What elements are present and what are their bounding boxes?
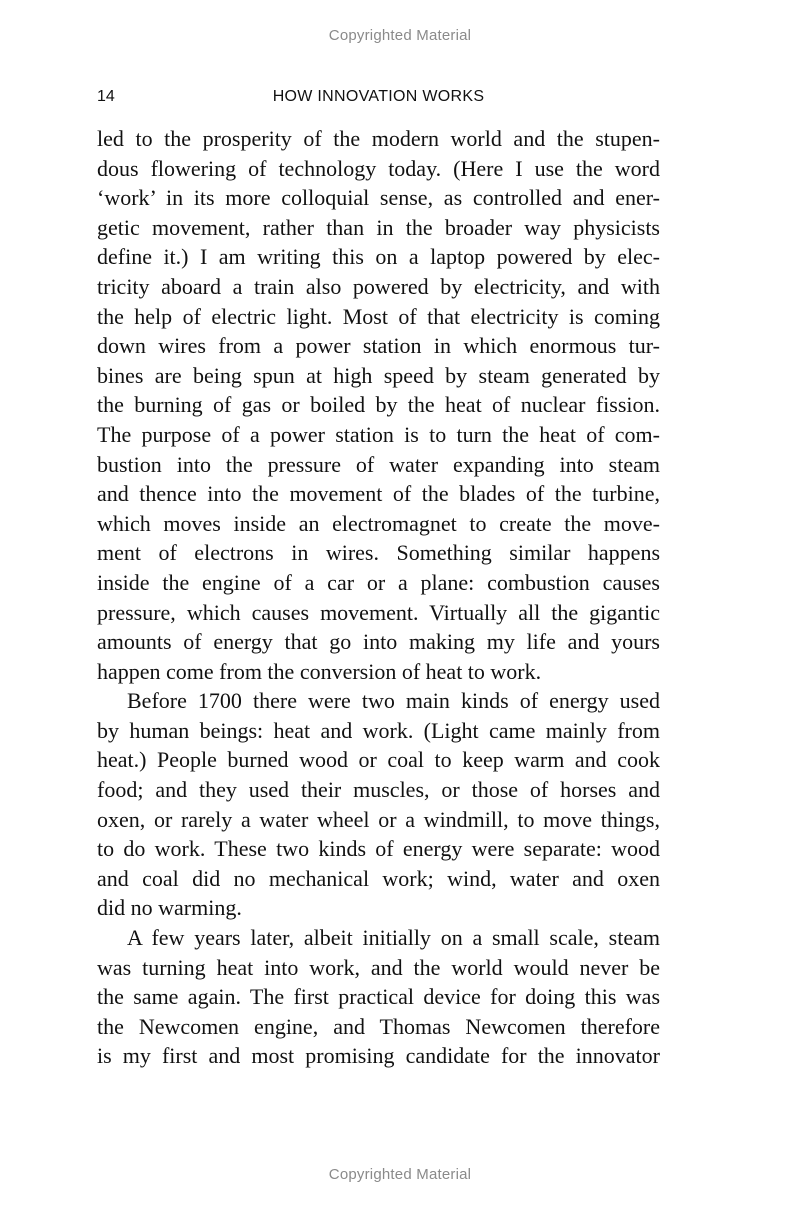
text-line: is my first and most promising candidate for the innovator — [97, 1043, 660, 1069]
paragraph-3 — [97, 923, 660, 1071]
text-line: was turning heat into work, and the world would never be — [97, 954, 660, 980]
text-line: define it.) I am writing this on a laptop powered by elec- — [97, 244, 660, 270]
text-line: and coal did no mechanical work; wind, water and oxen — [97, 865, 660, 891]
text-line: ‘work’ in its more colloquial sense, as controlled and ener- — [97, 185, 660, 211]
text-line: food; and they used their muscles, or those of horses and — [97, 777, 660, 803]
text-line: amounts of energy that go into making my life and yours — [97, 629, 660, 655]
text-line: the burning of gas or boiled by the heat of nuclear fission. — [97, 392, 660, 418]
text-line: did no warming. — [97, 895, 242, 921]
running-header — [97, 88, 660, 110]
text-line: A few years later, albeit initially on a small scale, steam — [127, 925, 660, 951]
text-line: pressure, which causes movement. Virtually all the gigantic — [97, 599, 660, 625]
text-line: The purpose of a power station is to turn the heat of com- — [97, 421, 660, 447]
text-line: tricity aboard a train also powered by electricity, and with — [97, 273, 660, 299]
text-line: the help of electric light. Most of that electricity is coming — [97, 303, 660, 329]
paragraph-1 — [97, 124, 660, 686]
running-title: HOW INNOVATION WORKS — [272, 88, 485, 105]
text-line: happen come from the conversion of heat to work. — [97, 658, 542, 684]
text-line: the Newcomen engine, and Thomas Newcomen therefore — [97, 1013, 660, 1039]
text-line: led to the prosperity of the modern world and the stupen- — [97, 126, 660, 151]
copyright-watermark-top: Copyrighted Material — [328, 27, 472, 44]
copyright-watermark-bottom: Copyrighted Material — [328, 1166, 472, 1183]
text-line: the same again. The first practical device for doing this was — [97, 984, 660, 1010]
page-number: 14 — [97, 88, 115, 105]
text-line: heat.) People burned wood or coal to keep warm and cook — [97, 747, 660, 773]
text-line: oxen, or rarely a water wheel or a windmill, to move things, — [97, 806, 660, 832]
text-line: ment of electrons in wires. Something similar happens — [97, 540, 660, 566]
text-line: dous flowering of technology today. (Here I use the word — [97, 155, 660, 181]
text-line: bustion into the pressure of water expanding into steam — [97, 451, 660, 477]
text-line: Before 1700 there were two main kinds of energy used — [127, 688, 660, 714]
body-text — [97, 124, 660, 1071]
text-line: and thence into the movement of the blades of the turbine, — [97, 481, 660, 507]
paragraph-2 — [97, 686, 660, 923]
text-line: by human beings: heat and work. (Light came mainly from — [97, 717, 660, 743]
text-line: inside the engine of a car or a plane: combustion causes — [97, 569, 660, 595]
text-line: bines are being spun at high speed by steam generated by — [97, 362, 660, 388]
text-line: getic movement, rather than in the broader way physicists — [97, 214, 660, 240]
text-line: down wires from a power station in which enormous tur- — [97, 333, 660, 359]
text-line: which moves inside an electromagnet to create the move- — [97, 510, 660, 536]
text-line: to do work. These two kinds of energy were separate: wood — [97, 836, 660, 862]
